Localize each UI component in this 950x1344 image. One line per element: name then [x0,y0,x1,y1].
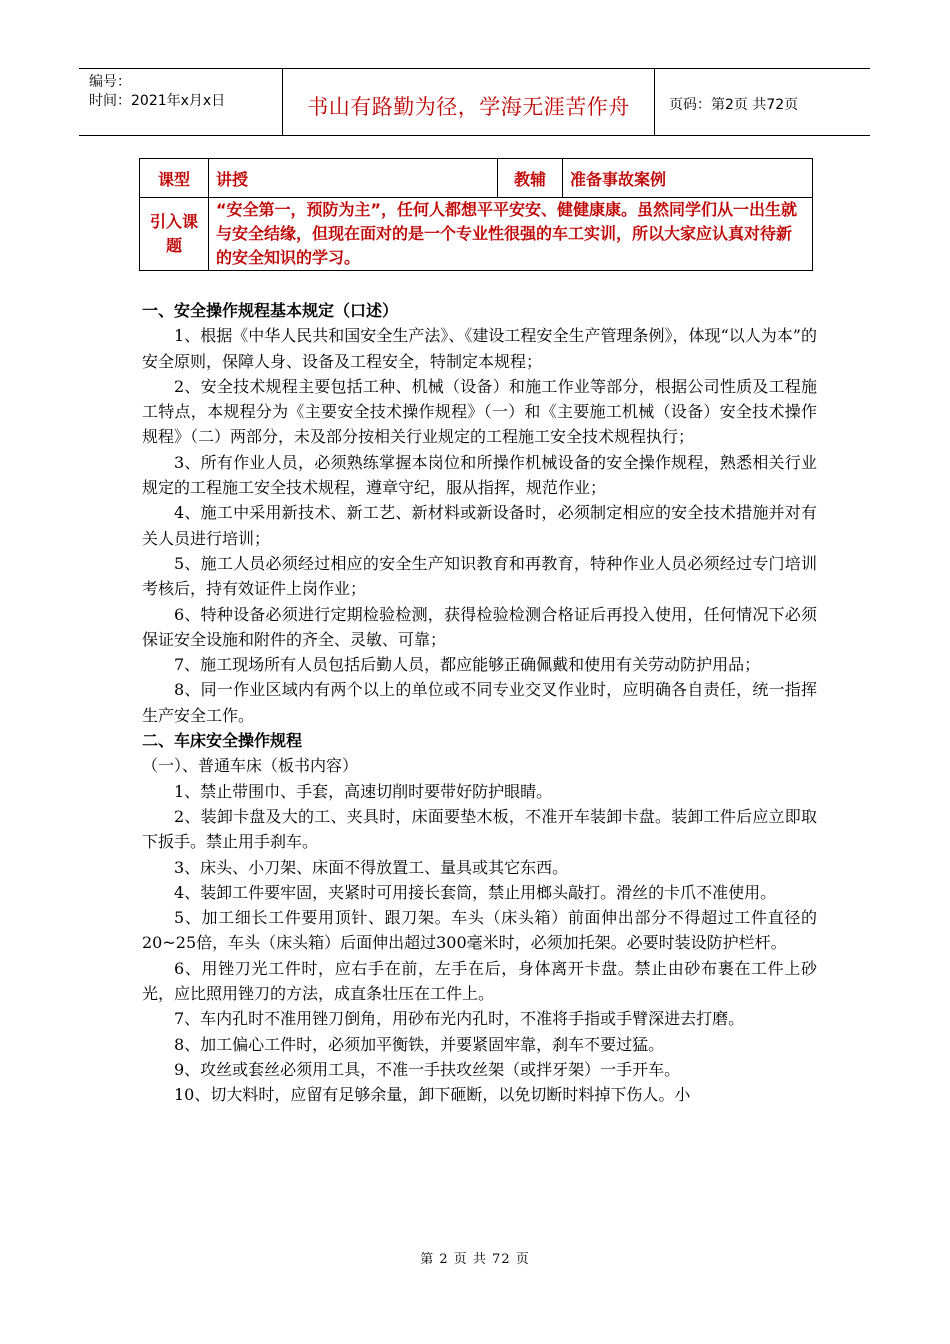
table-row [140,159,813,198]
subsection-heading: （一）、普通车床（板书内容） [142,756,359,776]
section-heading: 二、车床安全操作规程 [142,731,303,751]
list-item: 6、特种设备必须进行定期检验检测，获得检验检测合格证后再投入使用，任何情况下必须保证安全设施和附件的齐全、灵敏、可靠； [142,604,817,649]
lesson-info-table [139,158,813,271]
header-motto: 书山有路勤为径，学海无涯苦作舟 [307,95,630,119]
list-item: 4、装卸工件要牢固，夹紧时可用接长套筒，禁止用榔头敲打。滑丝的卡爪不准使用。 [174,882,777,902]
lesson-type-value: 讲授 [209,159,498,198]
header-divider [654,69,655,135]
teaching-aid-label: 教辅 [498,159,563,198]
list-item: 8、同一作业区域内有两个以上的单位或不同专业交叉作业时，应明确各自责任，统一指挥生产安全工作。 [142,680,817,725]
list-item: 3、床头、小刀架、床面不得放置工、量具或其它东西。 [174,857,569,877]
document-body [142,298,817,1108]
page-header [79,68,870,136]
list-item: 7、车内孔时不准用锉刀倒角，用砂布光内孔时，不准将手指或手臂深进去打磨。 [174,1009,745,1029]
section-heading: 一、安全操作规程基本规定（口述） [142,301,399,320]
document-date: 时间：2021年x月x日 [89,93,226,109]
list-item: 5、加工细长工件要用顶针、跟刀架。车头（床头箱）前面伸出部分不得超过工件直径的20~25倍，车头（床头箱）后面伸出超过300毫米时，必须加托架。必要时装设防护栏杆。 [142,908,817,953]
lesson-type-label: 课型 [140,159,209,198]
teaching-aid-value: 准备事故案例 [563,159,813,198]
header-meta [89,73,279,111]
page-footer: 第 2 页 共 72 页 [420,1252,530,1267]
list-item: 3、所有作业人员，必须熟练掌握本岗位和所操作机械设备的安全操作规程，熟悉相关行业规定的工程施工安全技术规程，遵章守纪，服从指挥，规范作业； [142,452,817,498]
list-item: 8、加工偏心工件时，必须加平衡铁，并要紧固牢靠，刹车不要过猛。 [174,1034,665,1054]
list-item: 5、施工人员必须经过相应的安全生产知识教育和再教育，特种作业人员必须经过专门培训考核后，持有效证件上岗作业； [142,553,817,599]
list-item: 7、施工现场所有人员包括后勤人员，都应能够正确佩戴和使用有关劳动防护用品； [174,655,761,675]
list-item: 9、攻丝或套丝必须用工具，不准一手扶攻丝架（或拌牙架）一手开车。 [174,1059,681,1079]
document-number-label: 编号： [89,74,131,90]
intro-topic-text: “安全第一，预防为主”，任何人都想平平安安、健健康康。虽然同学们从一出生就与安全结缘，但现在面对的是一个专业性很强的车工实训，所以大家应认真对待新的安全知识的学习。 [209,198,813,271]
list-item: 4、施工中采用新技术、新工艺、新材料或新设备时，必须制定相应的安全技术措施并对有关人员进行培训； [142,503,817,548]
list-item: 1、根据《中华人民共和国安全生产法》、《建设工程安全生产管理条例》，体现“以人为本”的安全原则，保障人身、设备及工程安全，特制定本规程； [142,326,817,371]
table-row [140,198,813,271]
list-item: 1、禁止带围巾、手套，高速切削时要带好防护眼睛。 [174,781,553,801]
list-item: 2、装卸卡盘及大的工、夹具时，床面要垫木板，不准开车装卸卡盘。装卸工件后应立即取下扳手。禁止用手刹车。 [142,806,817,852]
intro-topic-label: 引入课题 [140,198,209,271]
list-item: 2、安全技术规程主要包括工种、机械（设备）和施工作业等部分，根据公司性质及工程施工特点，本规程分为《主要安全技术操作规程》（一）和《主要施工机械（设备）安全技术操作规程》（二）两部分，未及部分按相关行业规定的工程施工安全技术规程执行； [142,376,817,447]
header-page-info: 页码：第2页 共72页 [669,97,799,113]
list-item: 10、切大料时，应留有足够余量，卸下砸断，以免切断时料掉下伤人。小 [174,1085,691,1105]
list-item: 6、用锉刀光工件时，应右手在前，左手在后，身体离开卡盘。禁止由砂布裹在工件上砂光，应比照用锉刀的方法，成直条壮压在工件上。 [142,958,817,1004]
